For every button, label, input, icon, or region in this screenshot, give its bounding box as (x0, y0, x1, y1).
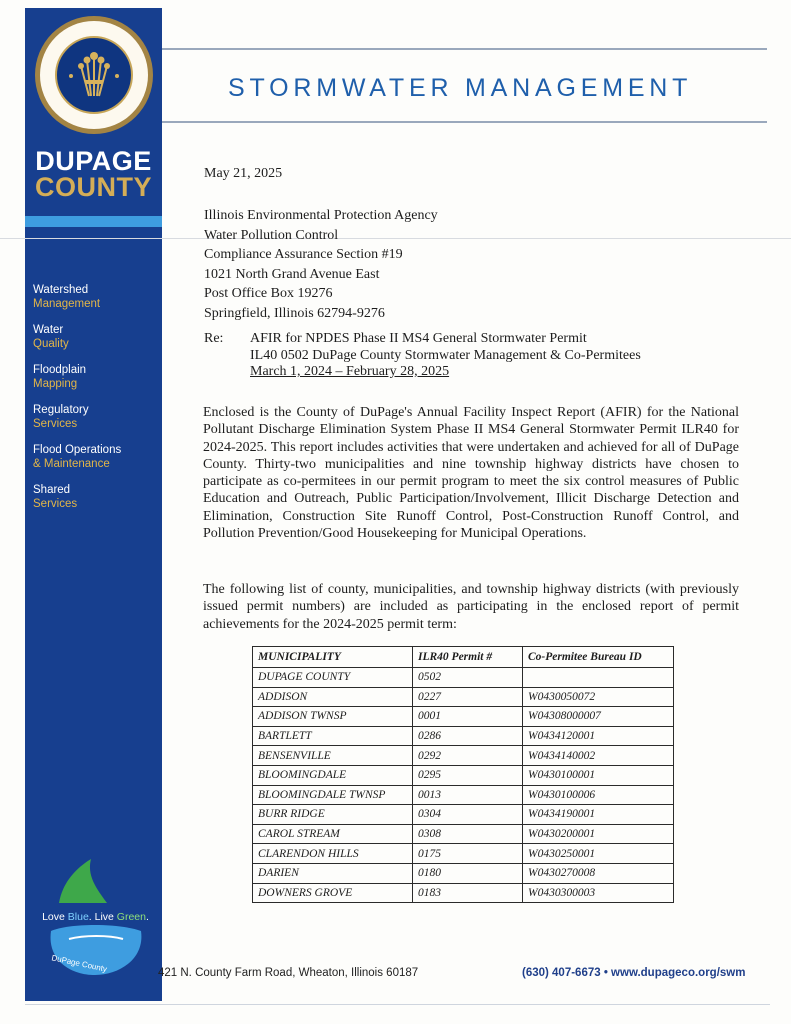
cell-permit: 0175 (413, 844, 523, 864)
cell-permit: 0013 (413, 785, 523, 805)
header-bureau-id: Co-Permitee Bureau ID (523, 647, 674, 668)
letter-date: May 21, 2025 (204, 166, 283, 181)
cell-permit: 0227 (413, 687, 523, 707)
cell-bureau-id: W0434120001 (523, 726, 674, 746)
table-row (253, 824, 674, 844)
re-label: Re: (204, 331, 224, 346)
address-line: Compliance Assurance Section #19 (204, 247, 403, 262)
cell-municipality: DARIEN (253, 863, 413, 883)
cell-municipality: CAROL STREAM (253, 824, 413, 844)
cell-municipality: DUPAGE COUNTY (253, 668, 413, 688)
table-row (253, 805, 674, 825)
cell-permit: 0304 (413, 805, 523, 825)
cell-municipality: BLOOMINGDALE (253, 765, 413, 785)
table-row (253, 863, 674, 883)
cell-municipality: BLOOMINGDALE TWNSP (253, 785, 413, 805)
body-paragraph-2: The following list of county, municipalities, and township highway districts (with previously issued permit numbers) are included as participating in the enclosed report of permit achievements for the 2024-2025 permit term: (203, 582, 739, 632)
address-line: Post Office Box 19276 (204, 286, 333, 301)
cell-permit: 0292 (413, 746, 523, 766)
address-line: 1021 North Grand Avenue East (204, 266, 380, 282)
cell-bureau-id: W0430100006 (523, 785, 674, 805)
cell-municipality: BARTLETT (253, 726, 413, 746)
address-line: Springfield, Illinois 62794-9276 (204, 305, 385, 321)
cell-municipality: ADDISON TWNSP (253, 707, 413, 727)
masthead-title: STORMWATER MANAGEMENT (228, 74, 693, 102)
cell-permit: 0180 (413, 863, 523, 883)
address-line: Water Pollution Control (204, 227, 339, 243)
top-rule (162, 48, 767, 50)
address-line: Illinois Environmental Protection Agency (204, 208, 438, 223)
cell-bureau-id (523, 668, 674, 688)
table-row (253, 883, 674, 903)
cell-bureau-id: W0430100001 (523, 765, 674, 785)
cell-bureau-id: W0434140002 (523, 746, 674, 766)
re-line-term: March 1, 2024 – February 28, 2025 (250, 364, 450, 379)
re-line: IL40 0502 DuPage County Stormwater Management & Co-Permitees (250, 347, 641, 363)
header-permit: ILR40 Permit # (413, 647, 523, 668)
cell-permit: 0308 (413, 824, 523, 844)
cell-permit: 0286 (413, 726, 523, 746)
table-row (253, 687, 674, 707)
nav-flood-operations: Flood Operations & Maintenance (33, 444, 122, 470)
table-row (253, 785, 674, 805)
nav-regulatory-services: Regulatory Services (33, 404, 89, 430)
cell-municipality: BENSENVILLE (253, 746, 413, 766)
brand-county: COUNTY (35, 172, 152, 202)
table-row (253, 726, 674, 746)
re-subject (250, 331, 641, 381)
cell-permit: 0183 (413, 883, 523, 903)
cell-municipality: DOWNERS GROVE (253, 883, 413, 903)
table-row (253, 844, 674, 864)
nav-floodplain-mapping: Floodplain Mapping (33, 364, 87, 390)
re-line: AFIR for NPDES Phase II MS4 General Stormwater Permit (250, 331, 587, 346)
cell-bureau-id: W0430200001 (523, 824, 674, 844)
nav-water-quality: Water Quality (33, 324, 69, 350)
footer-address: 421 N. County Farm Road, Wheaton, Illinois 60187 (158, 967, 419, 979)
cell-municipality: CLARENDON HILLS (253, 844, 413, 864)
table-header-row (253, 647, 674, 668)
cell-bureau-id: W0434190001 (523, 805, 674, 825)
header-municipality: MUNICIPALITY (253, 647, 413, 668)
recipient-address (204, 206, 438, 323)
permit-table (252, 646, 674, 903)
cell-permit: 0295 (413, 765, 523, 785)
body-paragraph-1: Enclosed is the County of DuPage's Annual Facility Inspect Report (AFIR) for the National Pollutant Discharge Elimination System Phase II MS4 General Stormwater Permit ILR40 for 2024-2025. This report includes activities that were undertaken and achieved for all of DuPage County. Thirty-two municipalities and nine township highway districts have chosen to participate as co-permitees in our permit program to meet the six control measures of Public Education and Outreach, Public Participation/Involvement, Illicit Discharge Detection and Elimination, Construction Site Runoff Control, Post-Construction Runoff Control, and Pollution Prevention/Good Housekeeping for Municipal Operations. (203, 405, 739, 542)
masthead-rule (162, 121, 767, 123)
love-blue-live-green-logo (29, 859, 162, 979)
cell-permit: 0502 (413, 668, 523, 688)
bottom-rule (25, 1004, 770, 1005)
love-blue-tagline: Love Blue. Live Green. (42, 911, 149, 923)
nav-shared-services: Shared Services (33, 484, 78, 510)
brand-dupage: DUPAGE (35, 146, 152, 176)
love-logo-county-text: DuPage County (50, 953, 108, 974)
sidebar-nav (33, 284, 158, 524)
sidebar (25, 8, 162, 1001)
table-row (253, 668, 674, 688)
cell-municipality: ADDISON (253, 687, 413, 707)
cell-bureau-id: W0430250001 (523, 844, 674, 864)
accent-bar (25, 216, 162, 227)
cell-bureau-id: W04308000007 (523, 707, 674, 727)
cell-permit: 0001 (413, 707, 523, 727)
footer-contact: (630) 407-6673 • www.dupageco.org/swm (522, 967, 746, 979)
table-row (253, 746, 674, 766)
cell-bureau-id: W0430270008 (523, 863, 674, 883)
table-row (253, 707, 674, 727)
cell-bureau-id: W0430300003 (523, 883, 674, 903)
table-row (253, 765, 674, 785)
cell-bureau-id: W0430050072 (523, 687, 674, 707)
nav-watershed-management: Watershed Management (33, 284, 101, 310)
cell-municipality: BURR RIDGE (253, 805, 413, 825)
county-seal-logo (35, 16, 153, 134)
